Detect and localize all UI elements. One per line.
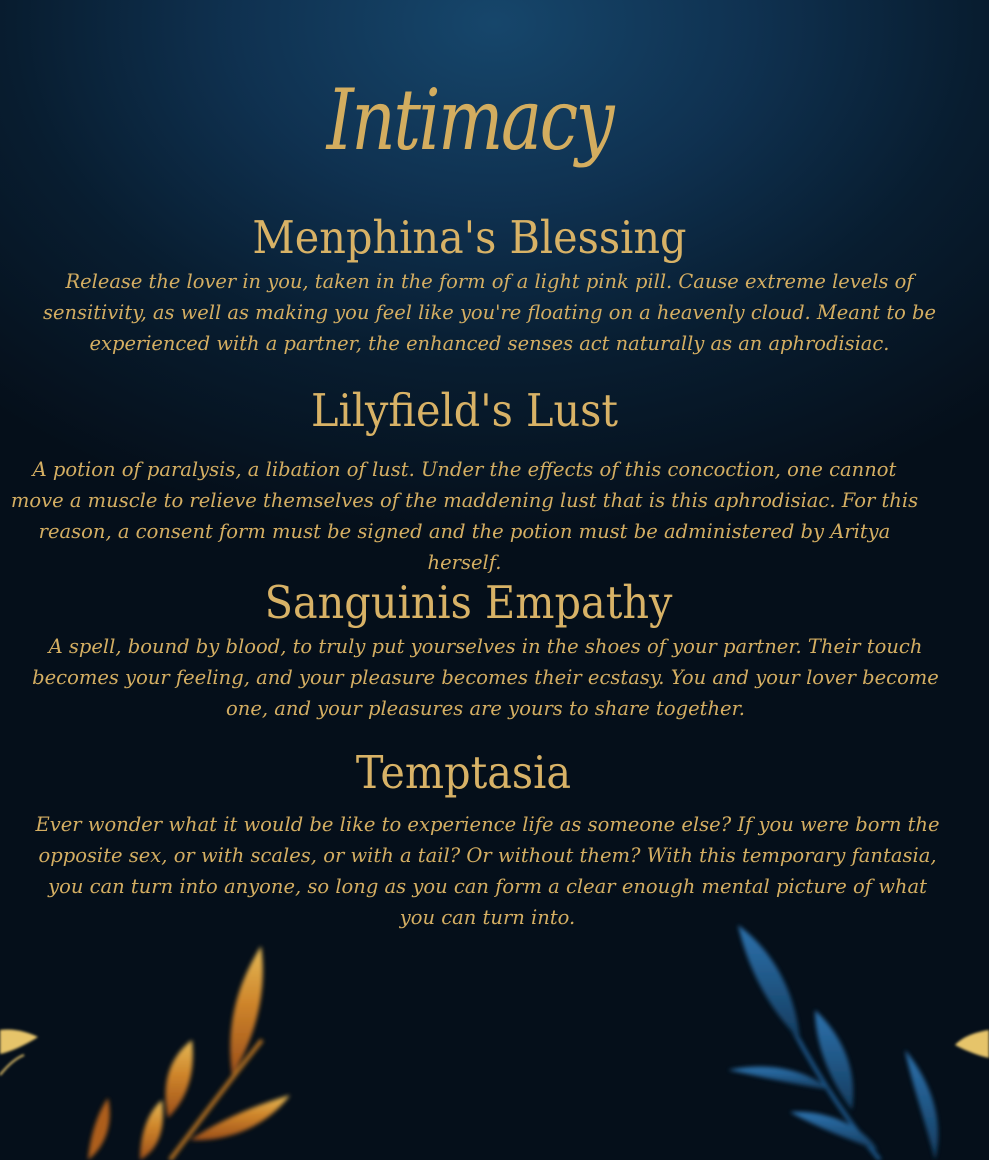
gold-leaf-branch-icon <box>0 1029 38 1075</box>
section-description-sanguinis-empathy <box>0 631 971 724</box>
description-line: experienced with a partner, the enhanced senses act naturally as an aphrodisiac. <box>89 332 890 355</box>
section-heading-menphinas-blessing: Menphina's Blessing <box>252 211 687 264</box>
description-line: sensitivity, as well as making you feel like you're floating on a heavenly cloud. Meant to be <box>43 301 936 324</box>
description-line: Release the lover in you, taken in the form of a light pink pill. Cause extreme levels of <box>65 270 914 293</box>
section-description-menphinas-blessing <box>0 266 979 359</box>
description-line: A potion of paralysis, a libation of lust. Under the effects of this concoction, one cannot <box>32 458 897 481</box>
page-title: Intimacy <box>326 71 613 169</box>
description-line: you can turn into. <box>399 906 576 929</box>
description-line: A spell, bound by blood, to truly put yourselves in the shoes of your partner. Their touch <box>48 635 923 658</box>
section-description-lilyfields-lust <box>0 454 929 578</box>
description-line: one, and your pleasures are yours to share together. <box>226 697 745 720</box>
section-heading-temptasia: Temptasia <box>355 746 572 799</box>
section-heading-sanguinis-empathy: Sanguinis Empathy <box>264 576 673 629</box>
description-line: opposite sex, or with scales, or with a tail? Or without them? With this temporary fantasia, <box>38 844 937 867</box>
description-line: reason, a consent form must be signed and the potion must be administered by Aritya <box>38 520 891 543</box>
blue-leaf-branch-icon <box>728 925 938 1160</box>
section-description-temptasia <box>0 809 975 933</box>
section-heading-lilyfields-lust: Lilyfield's Lust <box>310 384 619 437</box>
gold-leaf-branch-icon <box>955 1030 989 1058</box>
description-line: Ever wonder what it would be like to experience life as someone else? If you were born the <box>35 813 940 836</box>
gold-leaf-branch-icon <box>88 946 290 1160</box>
description-line: you can turn into anyone, so long as you can form a clear enough mental picture of what <box>48 875 927 898</box>
description-line: move a muscle to relieve themselves of the maddening lust that is this aphrodisiac. For this <box>10 489 919 512</box>
description-line: herself. <box>427 551 502 574</box>
description-line: becomes your feeling, and your pleasure becomes their ecstasy. You and your lover become <box>32 666 939 689</box>
